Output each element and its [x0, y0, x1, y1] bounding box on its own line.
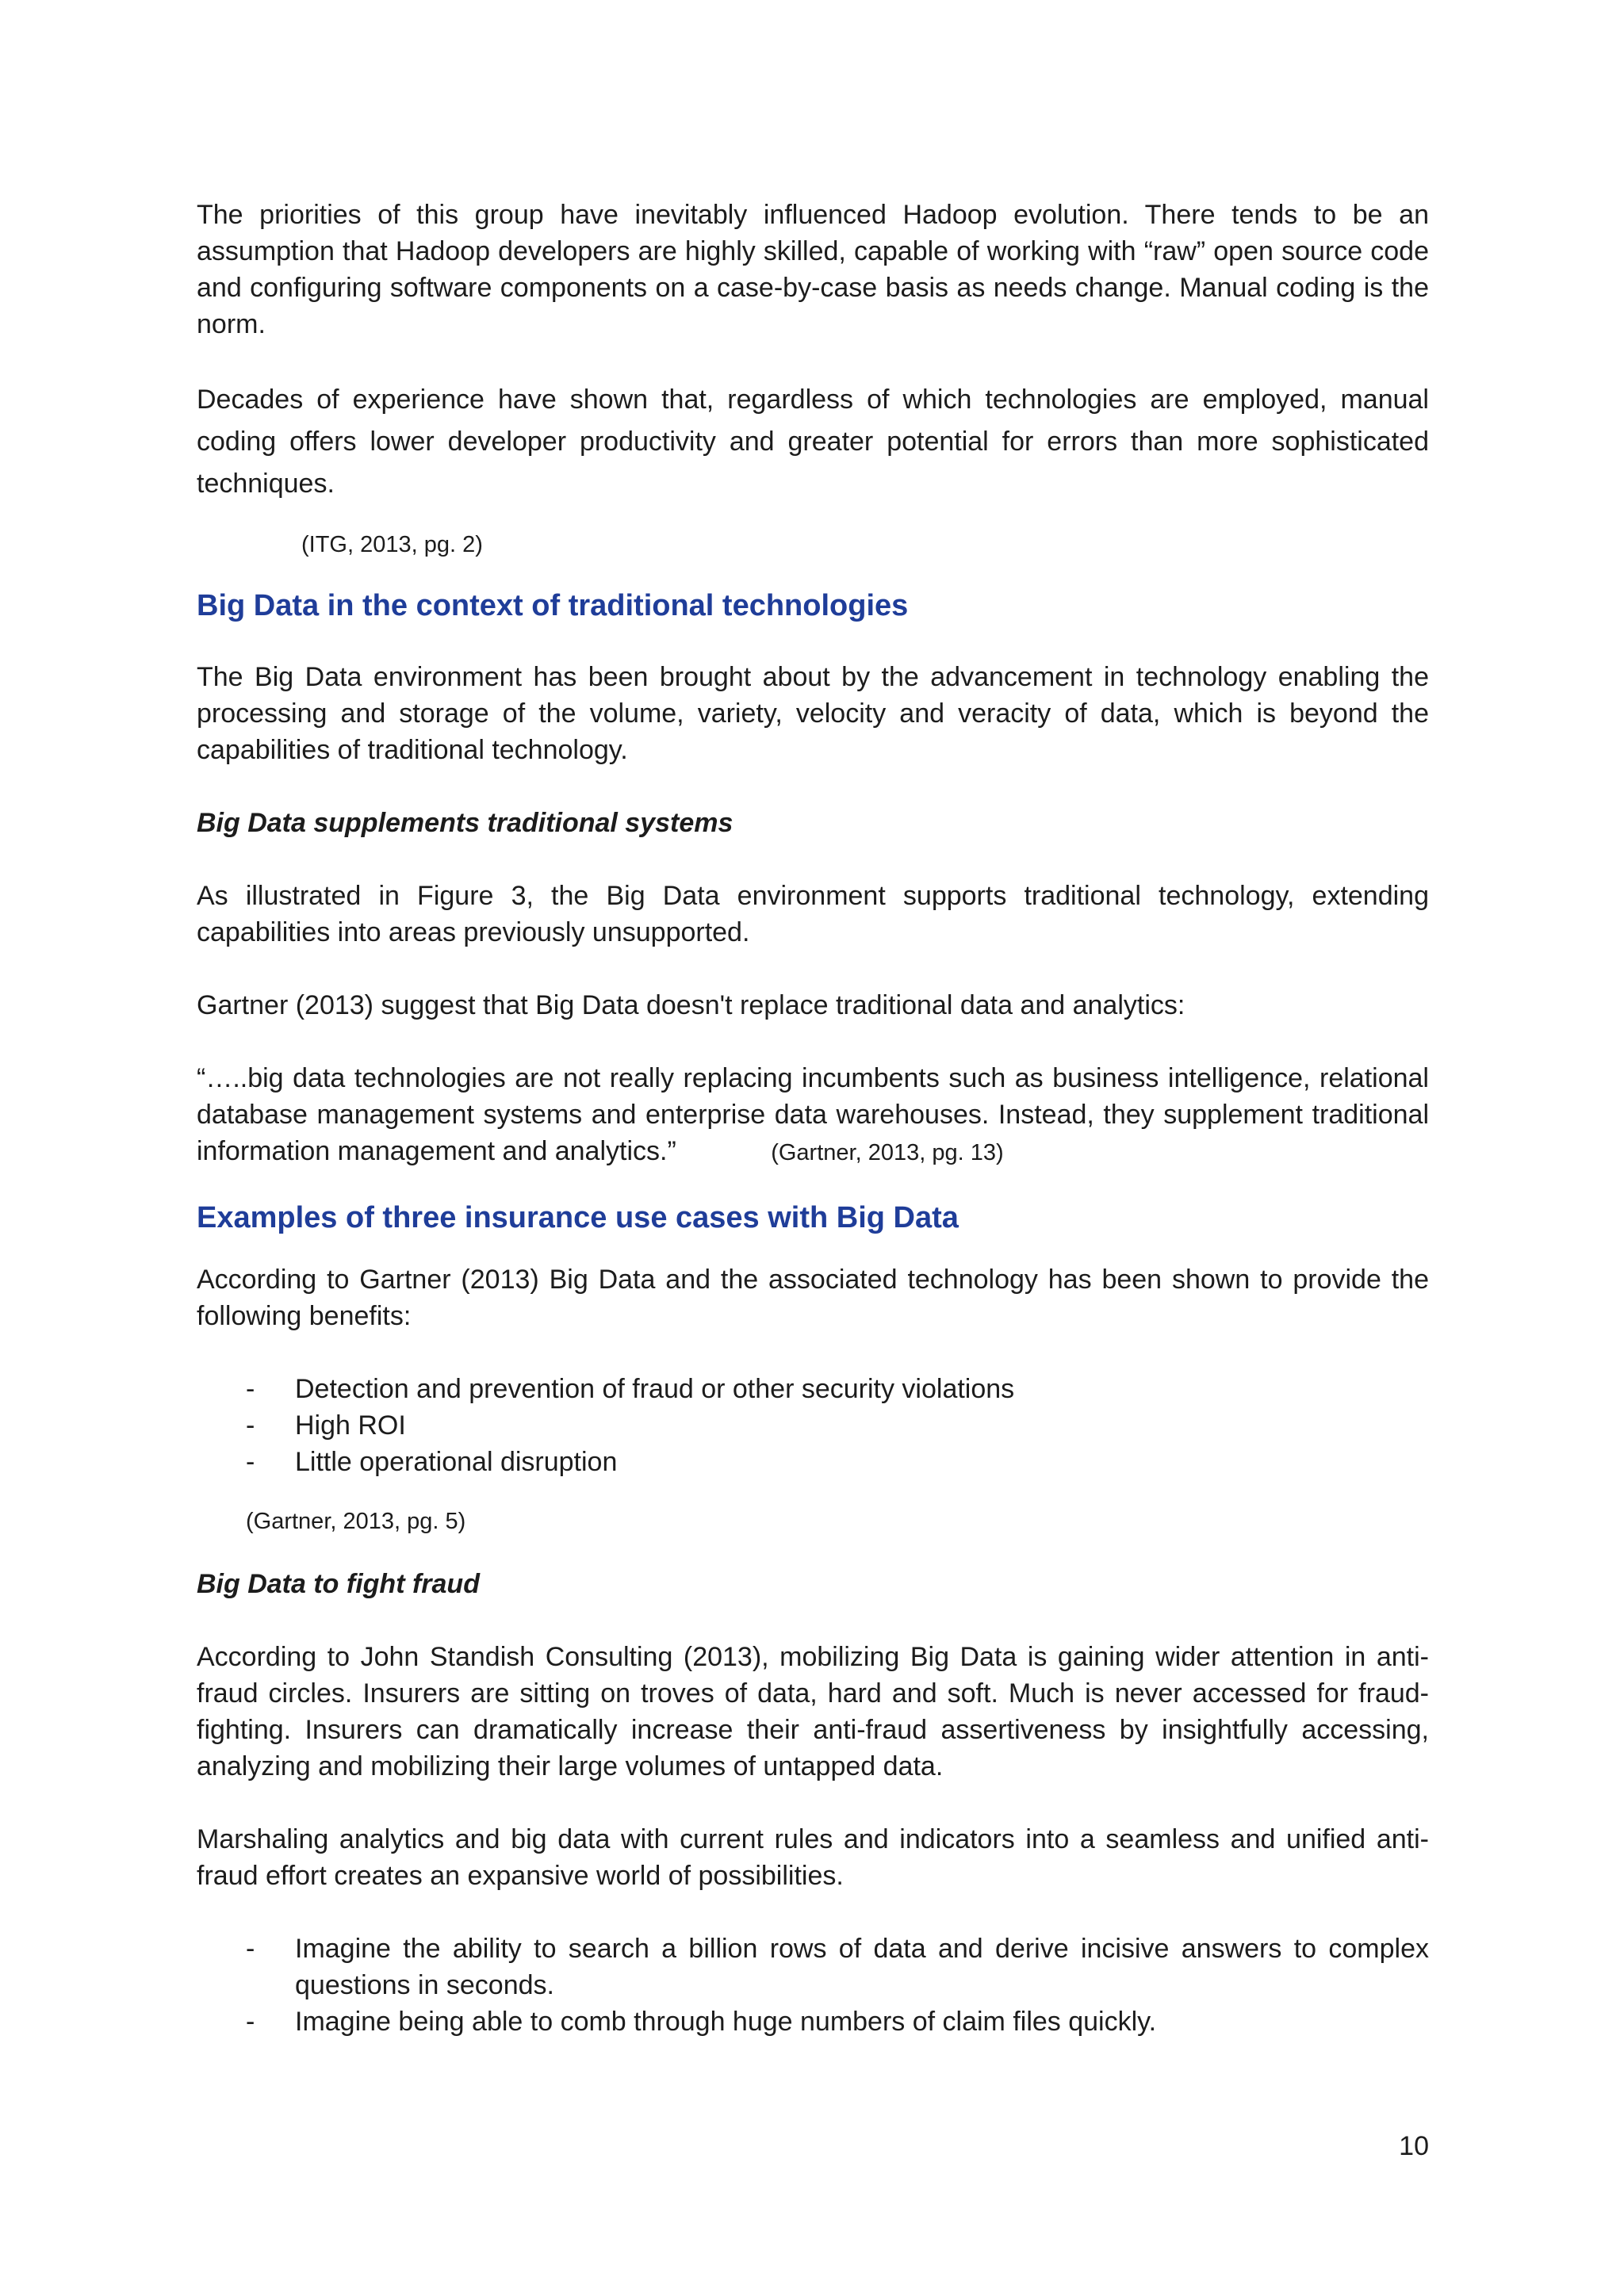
document-page — [197, 197, 1429, 2040]
quote-citation: (Gartner, 2013, pg. 13) — [771, 1140, 1004, 1165]
body-paragraph: As illustrated in Figure 3, the Big Data environment supports traditional technology, extending capabilities into areas previously unsupported. — [197, 881, 1429, 947]
citation: (ITG, 2013, pg. 2) — [301, 532, 483, 557]
dash-bullet: - — [246, 1934, 255, 1964]
body-paragraph: Decades of experience have shown that, regardless of which technologies are employed, manual coding offers lower developer productivity and greater potential for errors than more sophisticated techniques. — [197, 385, 1429, 499]
possibilities-list — [197, 1931, 1429, 2040]
section-heading: Examples of three insurance use cases with Big Data — [197, 1201, 959, 1234]
body-paragraph: Marshaling analytics and big data with current rules and indicators into a seamless and unified anti-fraud effort creates an expansive world of possibilities. — [197, 1824, 1429, 1891]
quote-paragraph — [197, 1060, 1429, 1171]
body-paragraph: Gartner (2013) suggest that Big Data doesn't replace traditional data and analytics: — [197, 990, 1185, 1020]
citation: (Gartner, 2013, pg. 5) — [246, 1509, 466, 1534]
list-item: - Detection and prevention of fraud or other security violations — [197, 1371, 1429, 1407]
page-number: 10 — [1399, 2131, 1429, 2161]
section-heading: Big Data in the context of traditional technologies — [197, 589, 909, 622]
dash-bullet: - — [246, 1374, 255, 1404]
dash-bullet: - — [246, 1410, 255, 1441]
list-item: - Little operational disruption — [197, 1444, 1429, 1480]
body-paragraph: According to Gartner (2013) Big Data and the associated technology has been shown to provide the following benefits: — [197, 1265, 1429, 1331]
list-item: - High ROI — [197, 1407, 1429, 1444]
body-paragraph: The priorities of this group have inevitably influenced Hadoop evolution. There tends to be an assumption that Hadoop developers are highly skilled, capable of working with “raw” open source code and configuring software components on a case-by-case basis as needs change. Manual coding is the norm. — [197, 200, 1429, 339]
quote-text: “…..big data technologies are not really replacing incumbents such as business intelligence, relational database management systems and enterprise data warehouses. Instead, they supplement traditional information management and analytics.” — [197, 1063, 1429, 1166]
list-item: - Imagine being able to comb through huge numbers of claim files quickly. — [197, 2003, 1429, 2040]
subsection-heading: Big Data to fight fraud — [197, 1569, 480, 1599]
body-paragraph: The Big Data environment has been brought about by the advancement in technology enabling the processing and storage of the volume, variety, velocity and veracity of data, which is beyond the capabilities of traditional technology. — [197, 662, 1429, 765]
body-paragraph: According to John Standish Consulting (2013), mobilizing Big Data is gaining wider attention in anti-fraud circles. Insurers are sitting on troves of data, hard and soft. Much is never accessed for fraud-fighting. Insurers can dramatically increase their anti-fraud assertiveness by insightfully accessing, analyzing and mobilizing their large volumes of untapped data. — [197, 1642, 1429, 1781]
dash-bullet: - — [246, 1447, 255, 1477]
subsection-heading: Big Data supplements traditional systems — [197, 808, 733, 838]
benefits-list — [197, 1371, 1429, 1480]
dash-bullet: - — [246, 2007, 255, 2037]
list-item: - Imagine the ability to search a billion rows of data and derive incisive answers to complex questions in seconds. — [197, 1931, 1429, 2003]
